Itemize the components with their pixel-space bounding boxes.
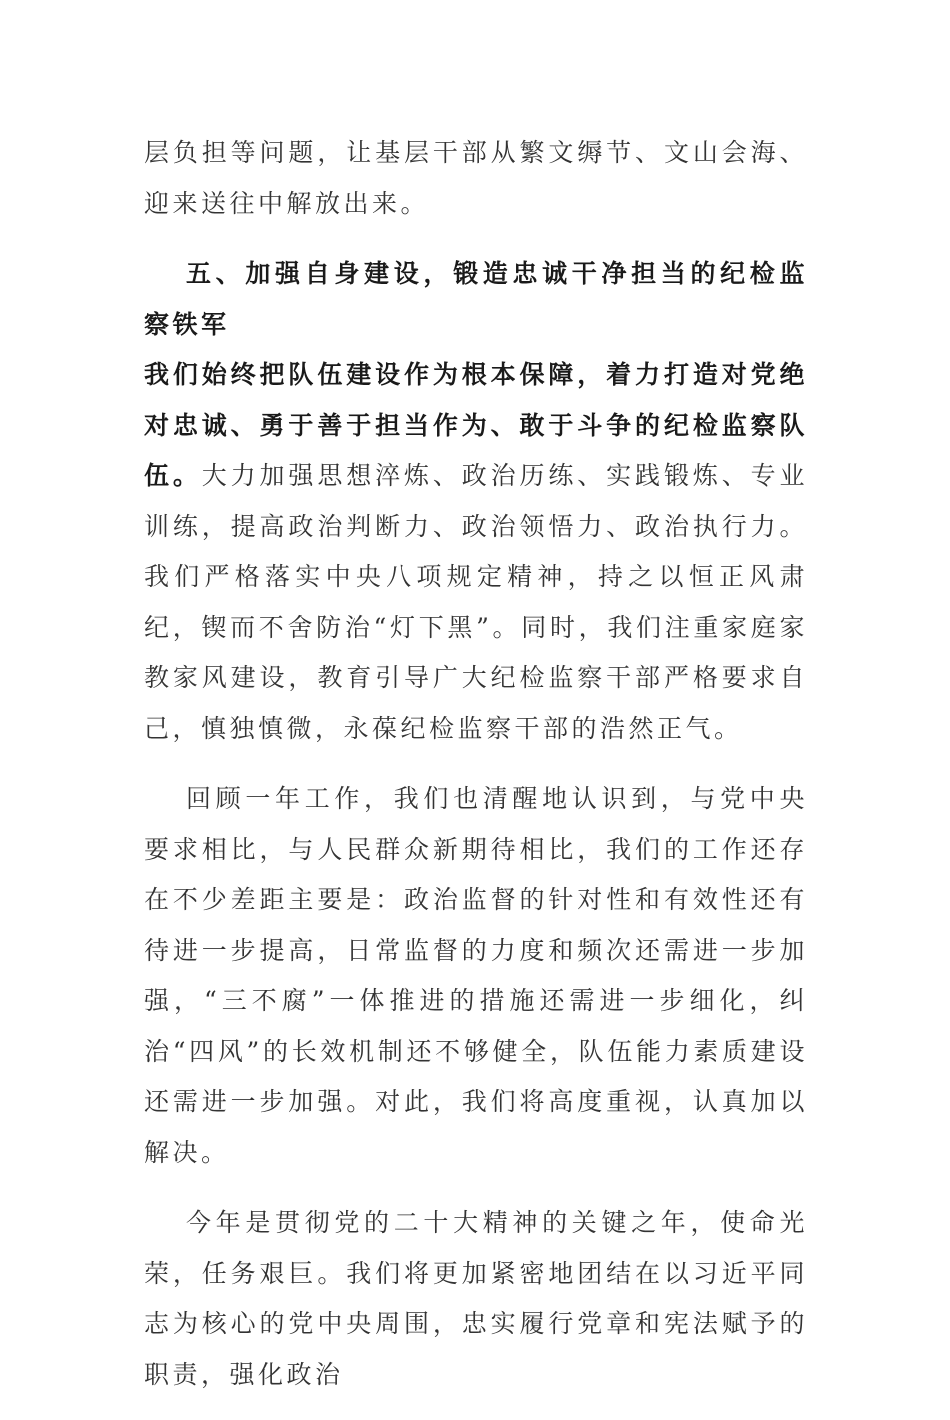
section-bold-lead: 我们始终把队伍建设作为根本保障，着力打造对党绝对忠诚、勇于善于担当作为、敢于斗争的纪检监察队伍。: [144, 360, 808, 490]
document-body: [144, 128, 808, 1420]
section-five: [144, 249, 808, 754]
section-heading: 五、加强自身建设，锻造忠诚干净担当的纪检监察铁军: [144, 259, 808, 339]
paragraph-review: 回顾一年工作，我们也清醒地认识到，与党中央要求相比，与人民群众新期待相比，我们的工作还存在不少差距主要是：政治监督的针对性和有效性还有待进一步提高，日常监督的力度和频次还需进一步加强，“三不腐”一体推进的措施还需进一步细化，纠治“四风”的长效机制还不够健全，队伍能力素质建设还需进一步加强。对此，我们将高度重视，认真加以解决。: [144, 784, 808, 1167]
paragraph-outlook: 今年是贯彻党的二十大精神的关键之年，使命光荣，任务艰巨。我们将更加紧密地团结在以习近平同志为核心的党中央周围，忠实履行党章和宪法赋予的职责，强化政治: [144, 1208, 808, 1389]
paragraph-continuation: 层负担等问题，让基层干部从繁文缛节、文山会海、迎来送往中解放出来。: [144, 138, 808, 218]
section-body-text: 大力加强思想淬炼、政治历练、实践锻炼、专业训练，提高政治判断力、政治领悟力、政治执行力。我们严格落实中央八项规定精神，持之以恒正风肃纪，锲而不舍防治“灯下黑”。同时，我们注重家庭家教家风建设，教育引导广大纪检监察干部严格要求自己，慎独慎微，永葆纪检监察干部的浩然正气。: [144, 461, 808, 743]
